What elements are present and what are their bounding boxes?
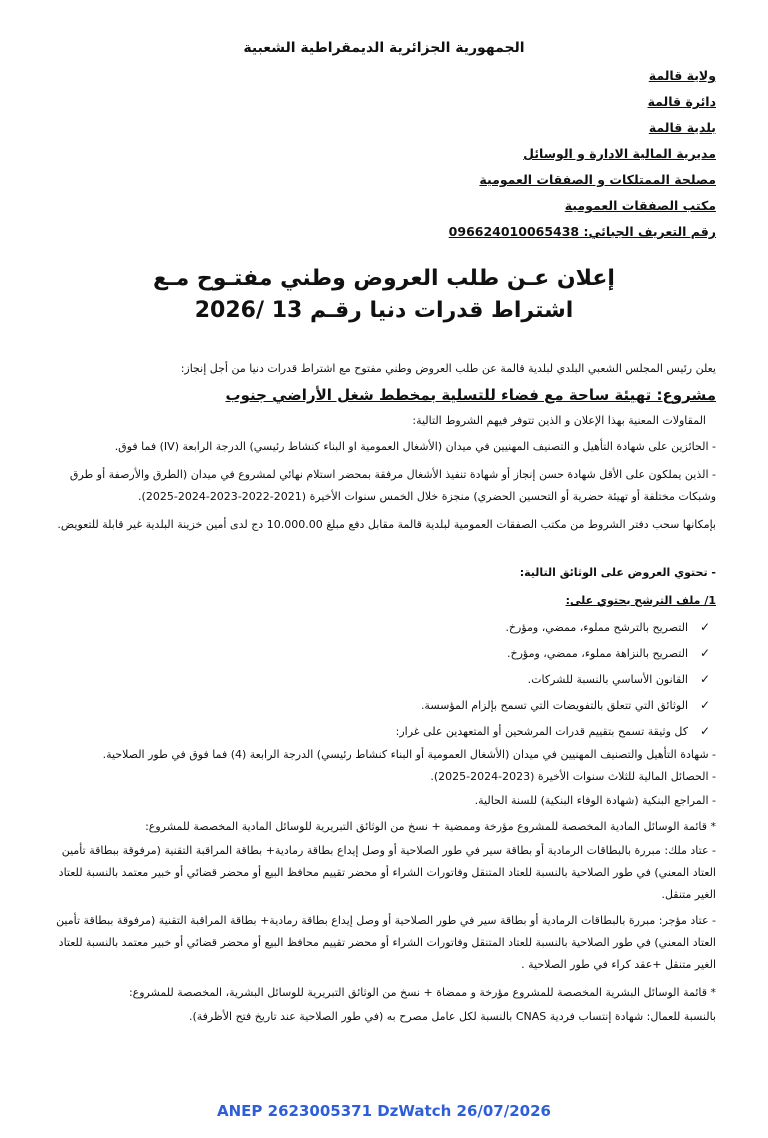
tax-id-label: رقم التعريف الجبائي: 096624010065438 xyxy=(448,224,716,239)
checklist-item: ✓الوثائق التي تتعلق بالتفويضات التي تسمح بإلزام المؤسسة. xyxy=(420,698,710,712)
service-label: مصلحة الممتلكات و الصفقات العمومية xyxy=(479,172,716,187)
requirement-financials: - الحصائل المالية للثلاث سنوات الأخيرة (2023-2024-2025). xyxy=(430,770,716,783)
condition-experience: - الذين يملكون على الأقل شهادة حسن إنجاز أو شهادة تنفيذ الأشغال مرفقة بمحضر استلام نهائي لمشروع في ميدان (الطرق والأرصفة أو طرق وشبكات مختلفة أو تهيئة حضرية أو التحسين الحضري) منجزة خلال الخمس سنوات الأخيرة (2021-2022-2023-2024-2025). xyxy=(69,468,716,503)
wilaya-label: ولاية قالمة xyxy=(648,68,716,83)
requirement-qualification: - شهادة التأهيل والتصنيف المهنيين في ميدان (الأشغال العمومية أو البناء كنشاط رئيسي) الدرجة الرابعة (4) فما فوق في طور الصلاحية. xyxy=(102,748,716,761)
checkmark-icon: ✓ xyxy=(699,646,710,660)
announcement-title-line2: اشتراط قدرات دنيا رقـم 13 /2026 xyxy=(194,298,574,323)
checklist-item: ✓التصريح بالنزاهة مملوء، ممضي، ومؤرخ. xyxy=(507,646,710,660)
owned-equipment-text: - عتاد ملك: مبررة بالبطاقات الرمادية أو بطاقة سير في طور الصلاحية أو وصل إيداع بطاقة رمادية+ بطاقة المراقبة التقنية (مرفوقة ببطاقة تأمين العتاد المعني) في طور الصلاحية بالنسبة للعتاد المتنقل وفاتورات الشراء أو محضر تقييم محافظ البيع أو محضر قضائي أو خبير معتمد بالنسبة للعتاد الغير متنقل. xyxy=(58,844,716,901)
checkmark-icon: ✓ xyxy=(699,698,710,712)
withdraw-text: بإمكانها سحب دفتر الشروط من مكتب الصفقات العمومية لبلدية قالمة مقابل دفع مبلغ 10.000.00 دج لدى أمين خزينة البلدية غير قابلة للتعويض. xyxy=(57,518,716,531)
anep-reference: ANEP 2623005371 DzWatch 26/07/2026 xyxy=(217,1102,551,1120)
intro-text: يعلن رئيس المجلس الشعبي البلدي لبلدية قالمة عن طلب العروض وطني مفتوح مع اشتراط قدرات دنيا من أجل إنجاز: xyxy=(180,362,716,375)
daira-label: دائرة قالمة xyxy=(647,94,716,109)
workers-text: بالنسبة للعمال: شهادة إنتساب فردية CNAS بالنسبة لكل عامل مصرح به (في طور الصلاحية عند تاريخ فتح الأظرفة). xyxy=(188,1010,716,1023)
republic-heading: الجمهورية الجزائرية الديمقراطية الشعبية xyxy=(243,40,525,56)
rented-equipment-text: - عتاد مؤجر: مبررة بالبطاقات الرمادية أو بطاقة سير في طور الصلاحية أو وصل إيداع بطاقة رمادية+ بطاقة المراقبة التقنية (مرفوقة ببطاقة تأمين العتاد المعني) في طور الصلاحية بالنسبة للعتاد المتنقل وفاتورات الشراء أو محضر تقييم محافظ البيع أو محضر قضائي أو خبير معتمد بالنسبة للعتاد الغير متنقل +عقد كراء في طور الصلاحية . xyxy=(56,914,716,971)
checklist-item: ✓القانون الأساسي بالنسبة للشركات. xyxy=(527,672,710,686)
directorate-label: مديرية المالية الادارة و الوسائل xyxy=(523,146,716,161)
eligibility-text: المقاولات المعنية بهذا الإعلان و الذين تتوفر فيهم الشروط التالية: xyxy=(412,414,706,427)
checkmark-icon: ✓ xyxy=(699,724,710,738)
checklist-item: ✓التصريح بالترشح مملوء، ممضي، ومؤرخ. xyxy=(505,620,710,634)
documents-heading: - تحتوي العروض على الوثائق التالية: xyxy=(519,566,716,579)
application-file-heading: 1/ ملف الترشح يحتوي على: xyxy=(565,594,716,607)
checkmark-icon: ✓ xyxy=(699,620,710,634)
checklist-item: ✓كل وثيقة تسمح بتقييم قدرات المرشحين أو المتعهدين على غرار: xyxy=(395,724,710,738)
condition-qualification: - الحائزين على شهادة التأهيل و التصنيف المهنيين في ميدان (الأشغال العمومية او البناء كنشاط رئيسي) الدرجة الرابعة (IV) فما فوق. xyxy=(114,440,716,453)
material-means-heading: * قائمة الوسائل المادية المخصصة للمشروع مؤرخة وممضية + نسخ من الوثائق التبريرية للوسائل المادية المخصصة للمشروع: xyxy=(145,820,716,833)
commune-label: بلدية قالمة xyxy=(648,120,716,135)
project-title: مشروع: تهيئة ساحة مع فضاء للتسلية بمخطط شغل الأراضي جنوب xyxy=(225,386,716,404)
announcement-title-line1: إعلان عـن طلب العروض وطني مفتـوح مـع xyxy=(153,266,615,291)
human-means-heading: * قائمة الوسائل البشرية المخصصة للمشروع مؤرخة و ممضاة + نسخ من الوثائق التبريرية للوسائل البشرية، المخصصة للمشروع: xyxy=(128,986,716,999)
requirement-bank-refs: - المراجع البنكية (شهادة الوفاء البنكية) للسنة الحالية. xyxy=(474,794,716,807)
office-label: مكتب الصفقات العمومية xyxy=(564,198,716,213)
checkmark-icon: ✓ xyxy=(699,672,710,686)
